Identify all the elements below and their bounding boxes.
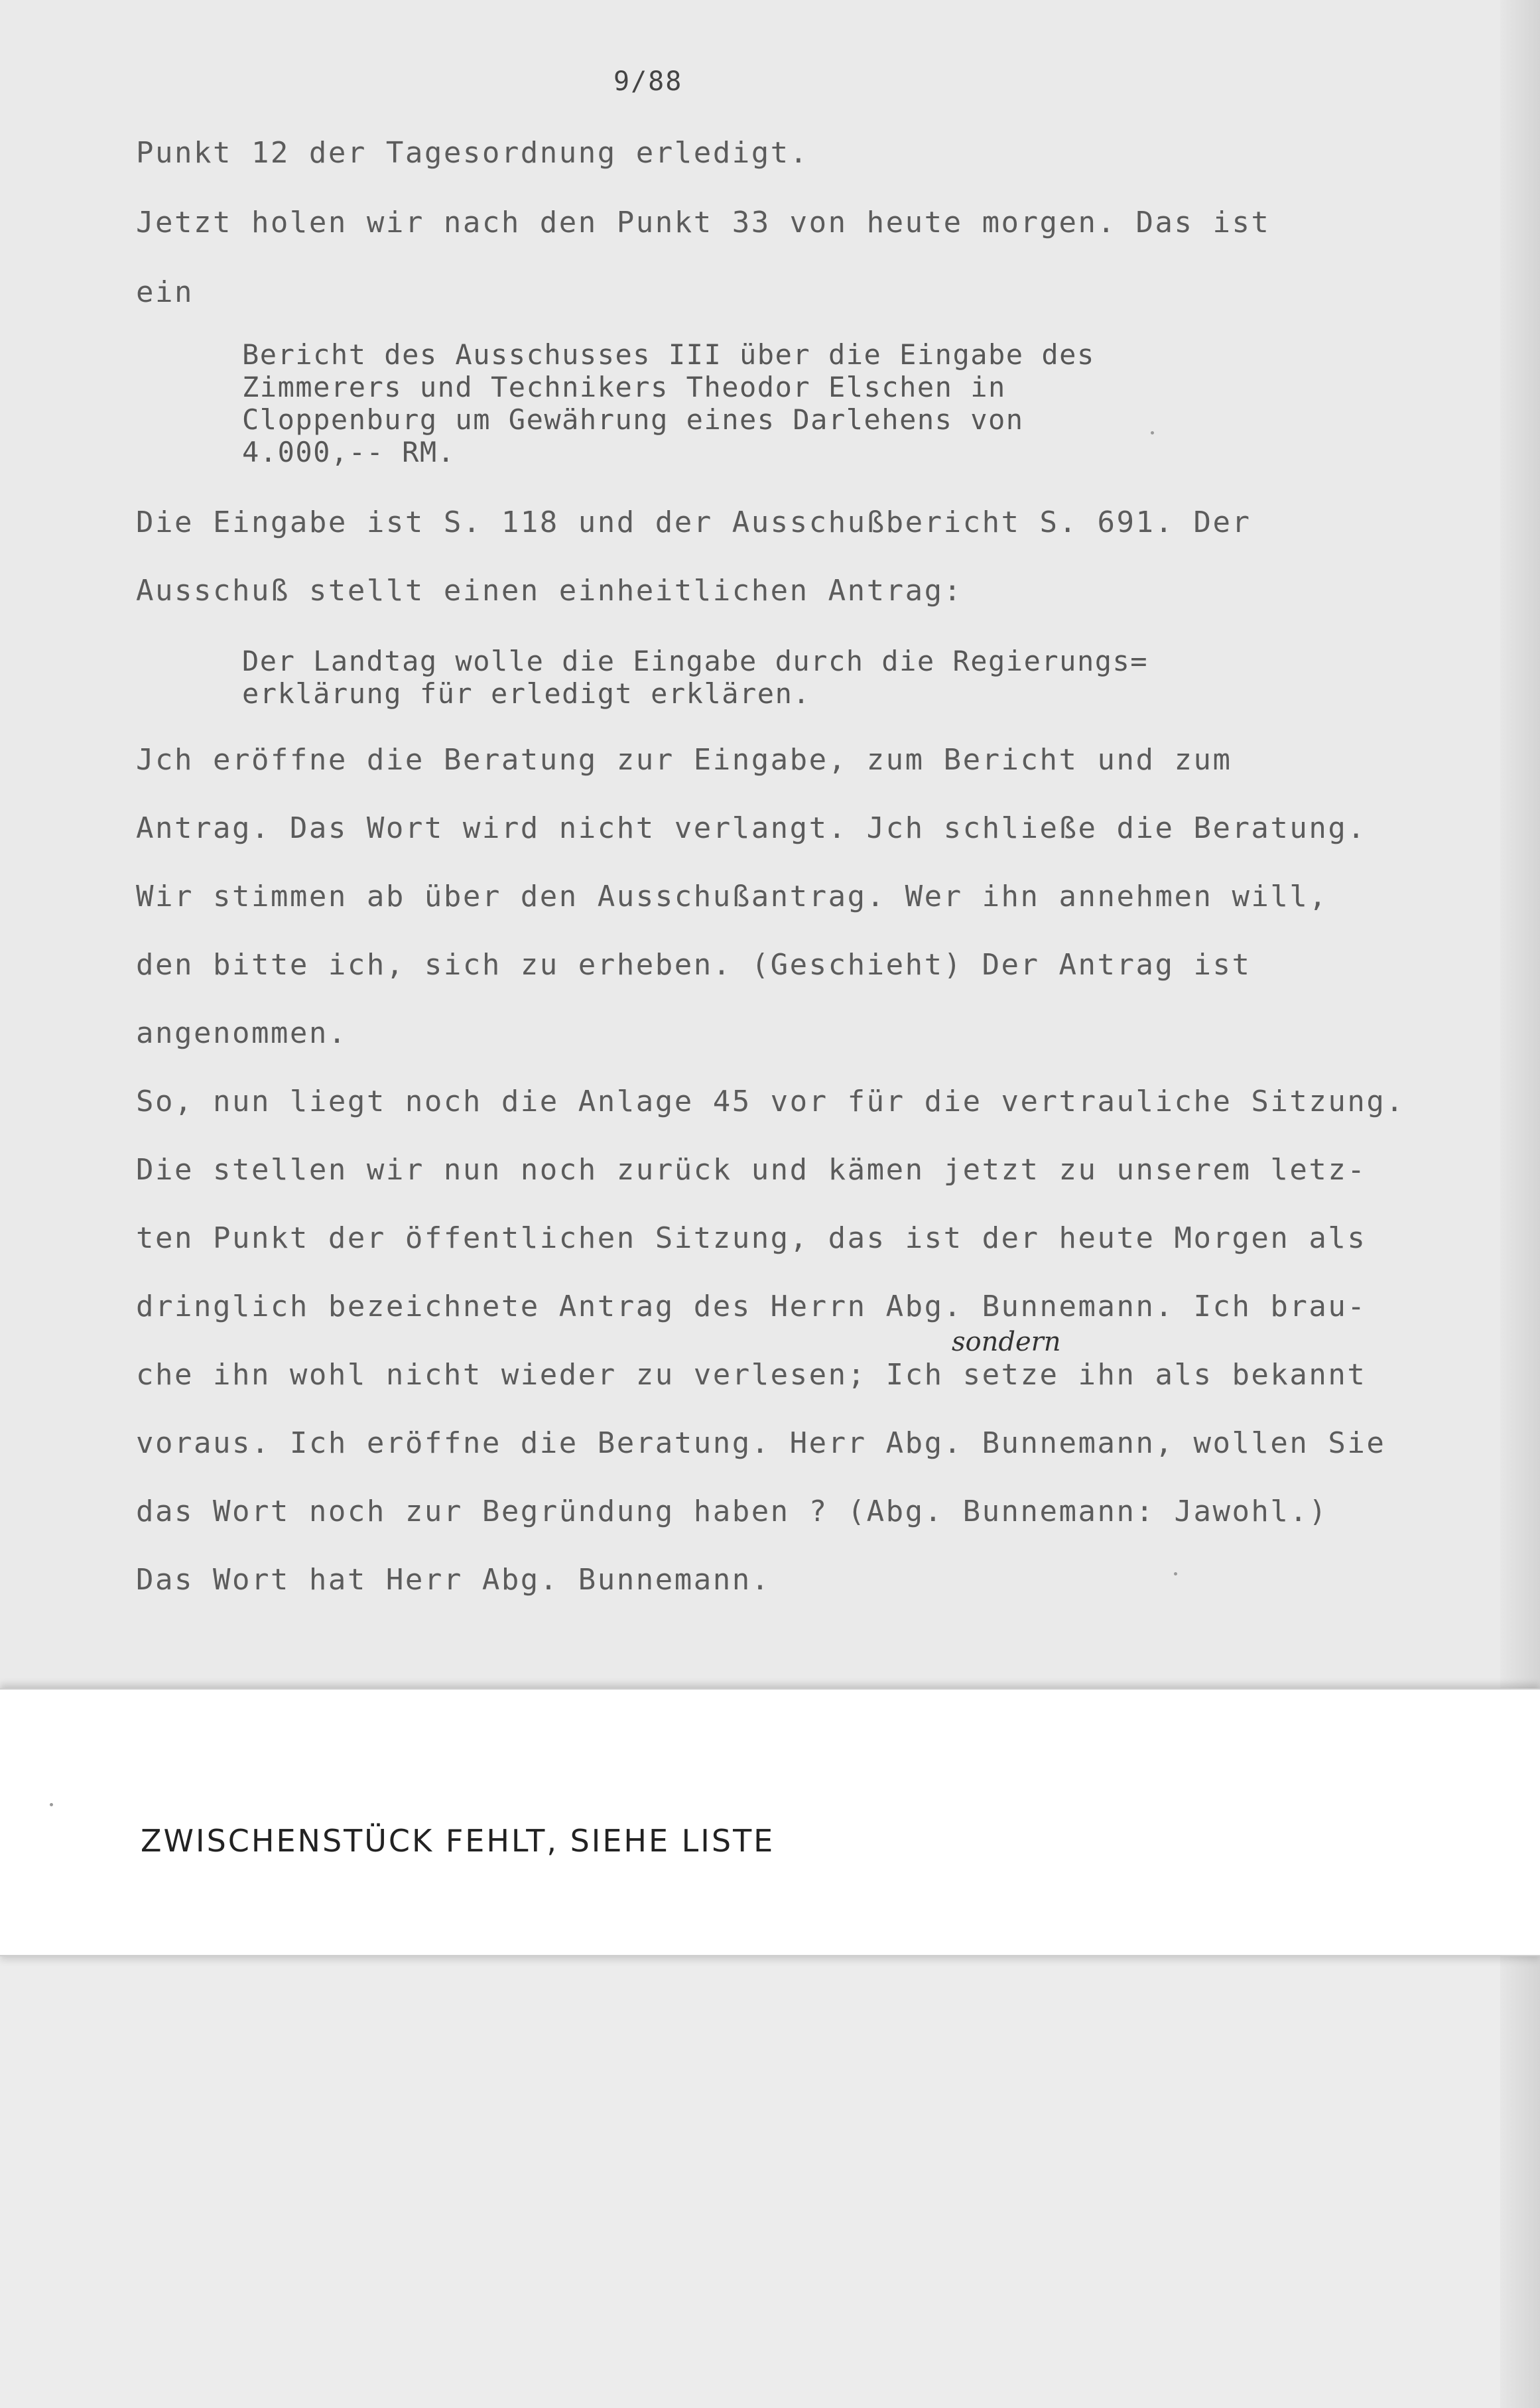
quote-line: 4.000,-- RM.	[242, 436, 456, 468]
paper-speck	[1174, 1572, 1177, 1575]
text-line: das Wort noch zur Begründung haben ? (Abg. Bunnemann: Jawohl.)	[136, 1495, 1328, 1528]
text-line: Jetzt holen wir nach den Punkt 33 von heute morgen. Das ist	[136, 206, 1271, 239]
paper-speck	[50, 1803, 53, 1806]
text-line: Die stellen wir nun noch zurück und kämen jetzt zu unserem letz-	[136, 1153, 1367, 1187]
text-line: So, nun liegt noch die Anlage 45 vor für die vertrauliche Sitzung.	[136, 1085, 1405, 1118]
text-line: Jch eröffne die Beratung zur Eingabe, zum Bericht und zum	[136, 743, 1232, 777]
text-line: Antrag. Das Wort wird nicht verlangt. Jch schließe die Beratung.	[136, 811, 1367, 845]
handwritten-insert: sondern	[952, 1327, 1061, 1357]
quote-line: Der Landtag wolle die Eingabe durch die Regierungs=	[242, 645, 1149, 677]
text-line: Das Wort hat Herr Abg. Bunnemann.	[136, 1563, 771, 1597]
paper-edge	[1500, 0, 1540, 2408]
text-line: Die Eingabe ist S. 118 und der Ausschußbericht S. 691. Der	[136, 505, 1251, 539]
text-line: Punkt 12 der Tagesordnung erledigt.	[136, 136, 809, 170]
missing-section-label: ZWISCHENSTÜCK FEHLT, SIEHE LISTE	[141, 1823, 775, 1859]
text-line: angenommen.	[136, 1016, 348, 1050]
quote-line: erklärung für erledigt erklären.	[242, 677, 811, 710]
paper-speck	[1151, 431, 1154, 435]
page-number: 9/88	[613, 66, 683, 97]
text-line: den bitte ich, sich zu erheben. (Geschieht) Der Antrag ist	[136, 948, 1251, 982]
text-line: che ihn wohl nicht wieder zu verlesen; Ich setze ihn als bekannt	[136, 1358, 1367, 1392]
quote-line: Bericht des Ausschusses III über die Eingabe des	[242, 338, 1095, 371]
missing-section-strip	[0, 1688, 1540, 1956]
text-line: ten Punkt der öffentlichen Sitzung, das ist der heute Morgen als	[136, 1221, 1367, 1255]
quote-line: Cloppenburg um Gewährung eines Darlehens von	[242, 403, 1024, 436]
quote-line: Zimmerers und Technikers Theodor Elschen in	[242, 371, 1006, 403]
text-line: dringlich bezeichnete Antrag des Herrn Abg. Bunnemann. Ich brau-	[136, 1290, 1367, 1323]
text-line: ein	[136, 275, 194, 309]
text-line: Ausschuß stellt einen einheitlichen Antrag:	[136, 574, 963, 608]
text-line: Wir stimmen ab über den Ausschußantrag. Wer ihn annehmen will,	[136, 880, 1328, 913]
text-line: voraus. Ich eröffne die Beratung. Herr Abg. Bunnemann, wollen Sie	[136, 1426, 1386, 1460]
